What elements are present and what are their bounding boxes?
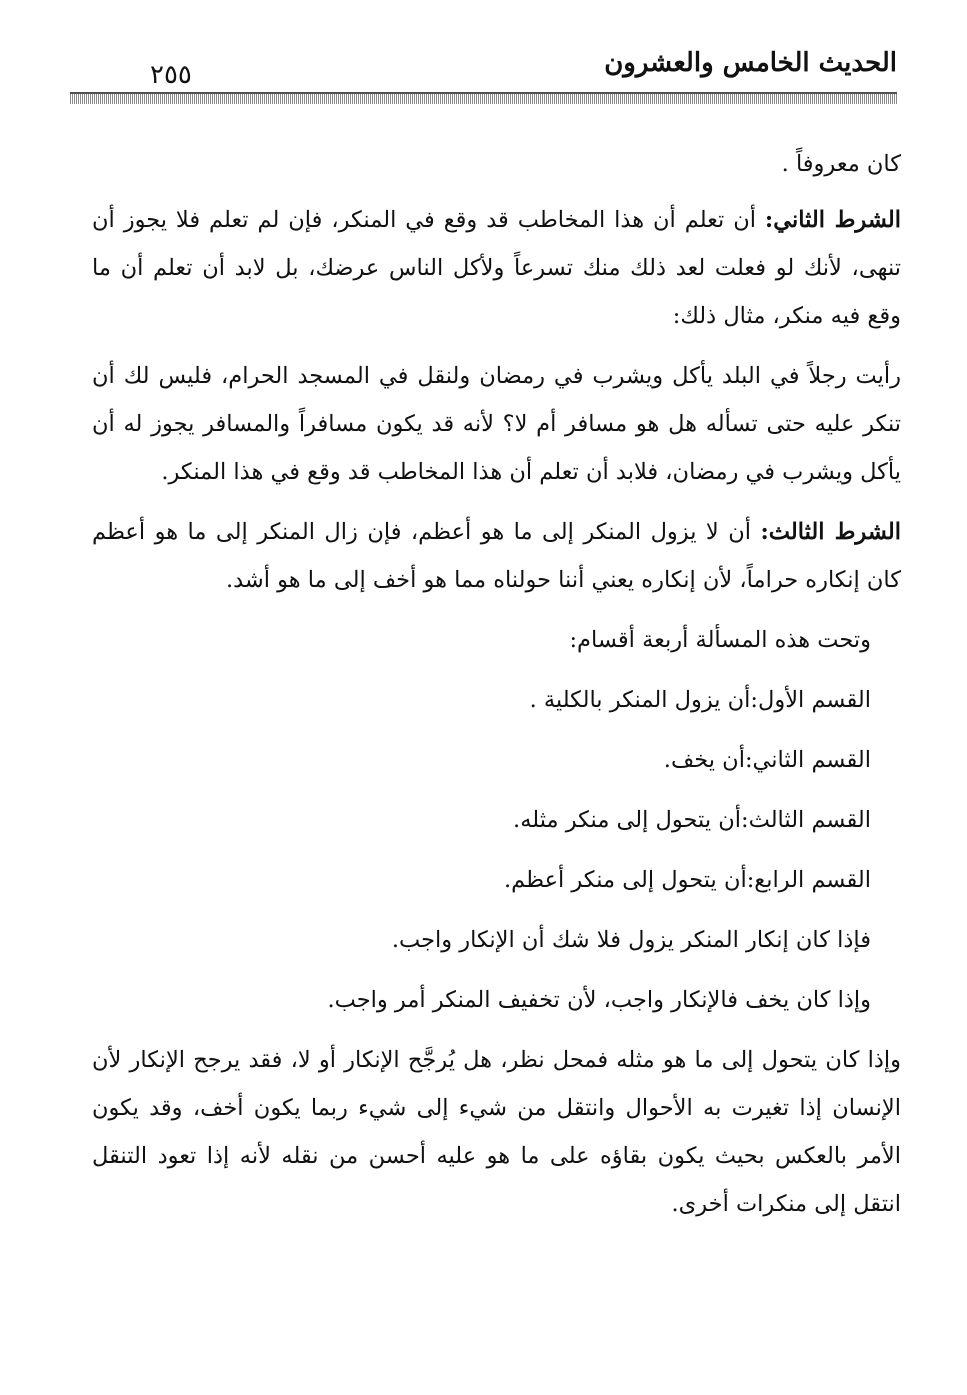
condition-label: الشرط الثالث: [760,519,901,545]
list-item: القسم الثالث:أن يتحول إلى منكر مثله. [513,807,871,833]
paragraph: وإذا كان يتحول إلى ما هو مثله فمحل نظر، هل يُرجَّح الإنكار أو لا، فقد يرجح الإنكار لأن الإنسان إذا تغيرت به الأحوال وانتقل من شيء إلى شيء ربما يكون أخف، وقد يكون الأمر بالعكس بحيث يكون بقاؤه على ما هو عليه أحسن من نقله لأنه إذا تعود التنقل انتقل إلى منكرات أخرى. [92,1047,901,1217]
page-header [70,48,897,98]
paragraph: وإذا كان يخف فالإنكار واجب، لأن تخفيف المنكر أمر واجب. [327,987,871,1013]
condition-text: أن تعلم أن هذا المخاطب قد وقع في المنكر، فإن لم تعلم فلا يجوز أن تنهى، لأنك لو فعلت لعد ذلك منك تسرعاً ولأكل الناس عرضك، بل لابد أن تعلم أن ما وقع فيه منكر، مثال ذلك: [92,207,901,329]
paragraph: فإذا كان إنكار المنكر يزول فلا شك أن الإنكار واجب. [391,927,871,953]
paragraph-condition-three [92,508,901,604]
paragraph-example: رأيت رجلاً في البلد يأكل ويشرب في رمضان ولنقل في المسجد الحرام، فليس لك أن تنكر عليه حتى تسأله هل هو مسافر أم لا؟ لأنه قد يكون مسافراً والمسافر يجوز له أن يأكل ويشرب في رمضان، فلابد أن تعلم أن هذا المخاطب قد وقع في هذا المنكر. [92,363,901,485]
paragraph-condition-two [92,196,901,340]
running-header-title: الحديث الخامس والعشرون [604,48,897,78]
condition-text: أن لا يزول المنكر إلى ما هو أعظم، فإن زال المنكر إلى ما هو أعظم كان إنكاره حراماً، لأن إنكاره يعني أننا حولناه مما هو أخف إلى ما هو أشد. [92,519,901,593]
condition-label: الشرط الثاني: [764,207,901,233]
paragraph: كان معروفاً . [781,151,901,177]
body-text [92,140,901,1240]
list-item: القسم الرابع:أن يتحول إلى منكر أعظم. [503,867,871,893]
list-item: القسم الثاني:أن يخف. [663,747,871,773]
page-number: ٢٥٥ [150,60,192,90]
list-item: القسم الأول:أن يزول المنكر بالكلية . [529,687,871,713]
paragraph: وتحت هذه المسألة أربعة أقسام: [569,627,871,653]
header-rule [70,92,897,104]
